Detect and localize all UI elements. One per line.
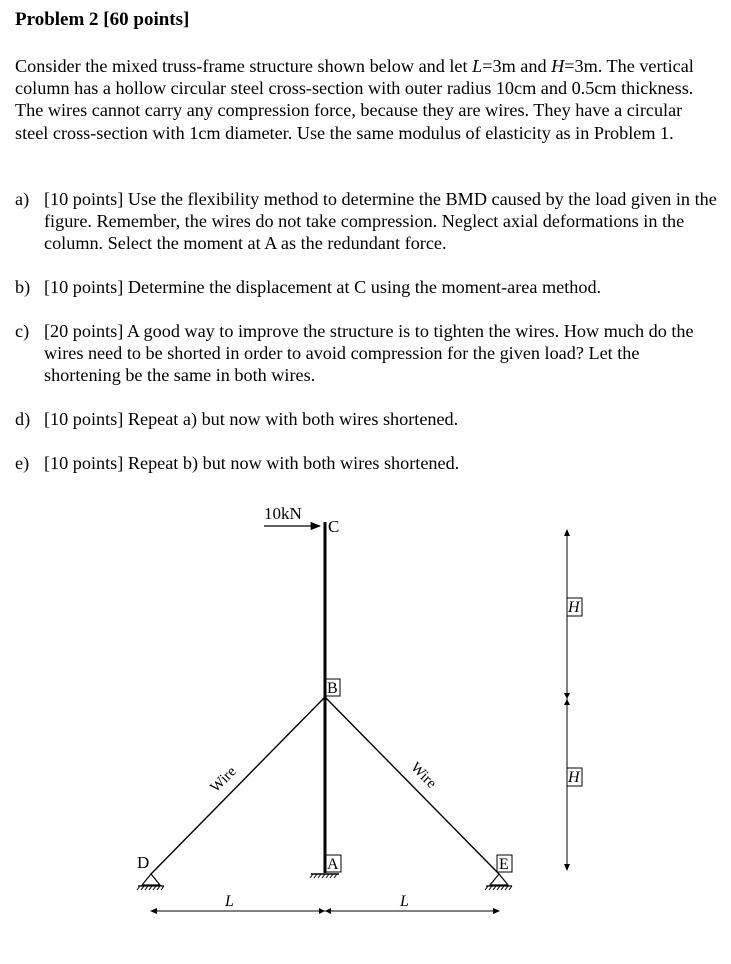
node-b-label: B	[327, 680, 338, 697]
question-label: a)	[15, 189, 30, 209]
dim-l-left-label: L	[225, 893, 234, 910]
node-a-label: A	[327, 856, 339, 873]
var-l: L	[472, 56, 483, 76]
node-d-label: D	[137, 853, 150, 872]
wire-left	[151, 697, 325, 874]
pin-support-d	[137, 874, 164, 890]
wire-right	[325, 697, 499, 874]
wire-right-label: Wire	[407, 759, 440, 792]
intro-text-1: Consider the mixed truss-frame structure shown below and let	[15, 56, 473, 76]
question-label: e)	[15, 453, 30, 473]
node-e-label: E	[499, 856, 509, 873]
fixed-support-a	[310, 874, 339, 878]
question-label: d)	[15, 409, 31, 429]
intro-text-2: =3m and	[482, 56, 552, 76]
question-text: [20 points] A good way to improve the structure is to tighten the wires. How much do the wires need to be shorted in order to avoid compression for the given load? Let the shortening be the same in both wires.	[44, 321, 694, 386]
problem-title: Problem 2 [60 points]	[15, 9, 190, 30]
question-text: [10 points] Repeat a) but now with both wires shortened.	[44, 409, 459, 429]
load-label: 10kN	[264, 504, 302, 523]
question-label: c)	[15, 321, 30, 341]
question-text: [10 points] Use the flexibility method to determine the BMD caused by the load given in the figure. Remember, the wires do not take compression. Neglect axial deformations in the column. Select the moment at A as the redundant force.	[44, 189, 717, 254]
node-c-label: C	[328, 517, 340, 536]
pin-support-e	[485, 874, 512, 890]
question-label: b)	[15, 277, 31, 297]
dim-h-bottom-label: H	[568, 769, 580, 786]
var-h: H	[551, 56, 565, 76]
question-text: [10 points] Repeat b) but now with both wires shortened.	[44, 453, 460, 473]
dim-l-right-label: L	[400, 893, 409, 910]
intro-text-3: =3m. The vertical column has a hollow circular steel cross-section with outer radius 10cm and 0.5cm thickness. The wires cannot carry any compression force, because they are wires. They have a circular steel cross-section with 1cm diameter. Use the same modulus of elasticity as in Problem 1.	[15, 56, 694, 143]
question-text: [10 points] Determine the displacement at C using the moment-area method.	[44, 277, 602, 297]
dim-h-top-label: H	[568, 599, 580, 616]
dimension-vertical	[564, 529, 570, 871]
dimension-horizontal	[150, 908, 500, 914]
wire-left-label: Wire	[207, 763, 240, 796]
